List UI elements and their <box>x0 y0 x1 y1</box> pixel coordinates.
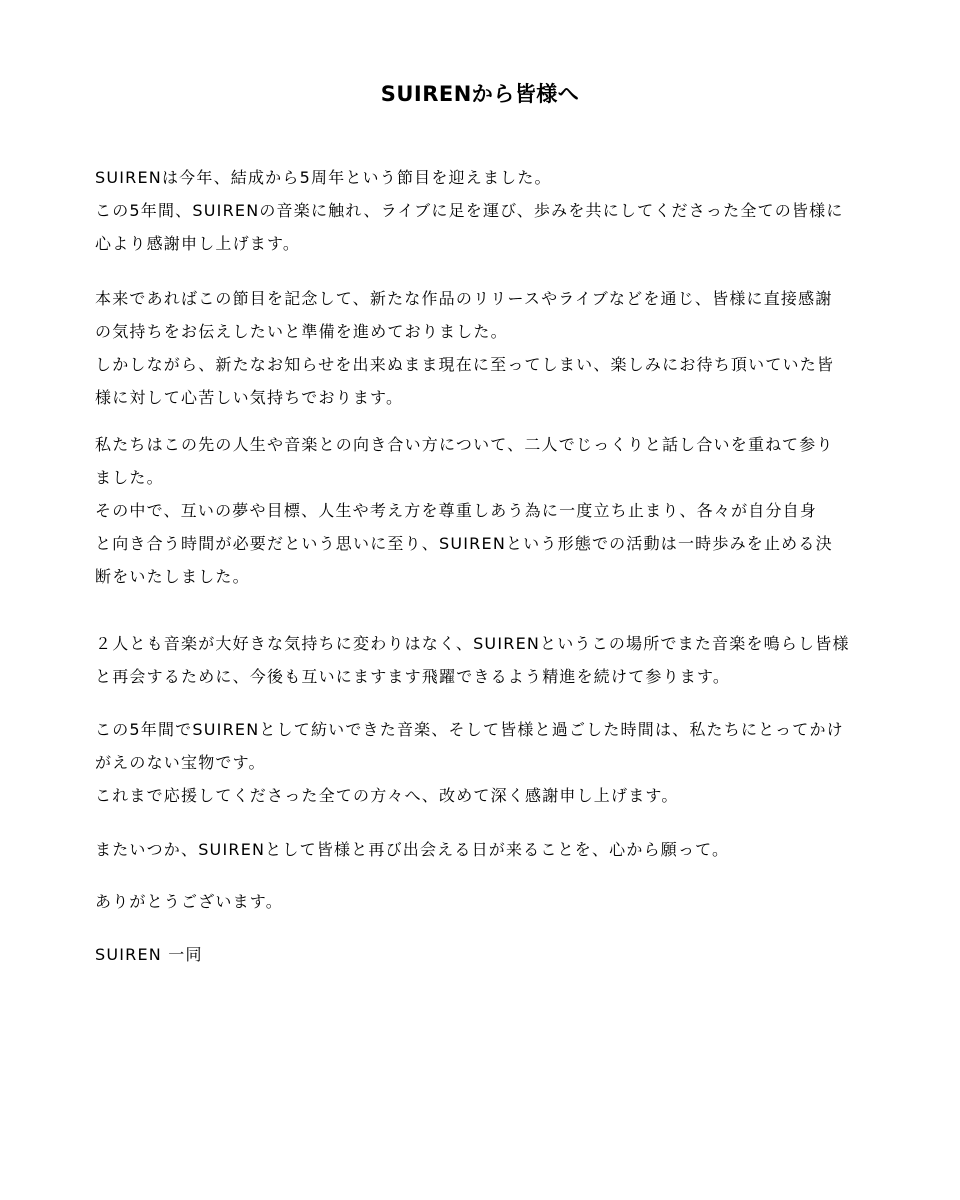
text-line: ました。 <box>95 468 164 487</box>
text-line: SUIREN 一同 <box>95 945 203 964</box>
text-line: の気持ちをお伝えしたいと準備を進めておりました。 <box>95 322 508 341</box>
text-line: SUIRENは今年、結成から5周年という節目を迎えました。 <box>95 168 552 187</box>
text-line: ありがとうございます。 <box>95 892 283 911</box>
paragraph-treasure <box>95 713 875 812</box>
text-line: がえのない宝物です。 <box>95 753 266 772</box>
text-line: この5年間でSUIRENとして紡いできた音楽、そして皆様と過ごした時間は、私たちにとってかけ <box>95 720 844 739</box>
text-line: この5年間、SUIRENの音楽に触れ、ライブに足を運び、歩みを共にしてくださった全ての皆様に <box>95 201 844 220</box>
text-line: またいつか、SUIRENとして皆様と再び出会える日が来ることを、心から願って。 <box>95 840 730 859</box>
text-line: と向き合う時間が必要だという思いに至り、SUIRENという形態での活動は一時歩みを止める決 <box>95 534 833 553</box>
text-line: これまで応援してくださった全ての方々へ、改めて深く感謝申し上げます。 <box>95 786 679 805</box>
paragraph-anniversary <box>95 161 875 260</box>
text-line: と再会するために、今後も互いにますます飛躍できるよう精進を続けて参ります。 <box>95 667 731 686</box>
text-line: しかしながら、新たなお知らせを出来ぬまま現在に至ってしまい、楽しみにお待ち頂いていた皆 <box>95 355 835 374</box>
text-line: 様に対して心苦しい気持ちでおります。 <box>95 388 404 407</box>
text-line: 心より感謝申し上げます。 <box>95 234 301 253</box>
signature <box>95 938 875 971</box>
paragraph-future <box>95 627 875 693</box>
page-title: SUIRENから皆様へ <box>380 82 580 106</box>
paragraph-thanks <box>95 885 875 918</box>
paragraph-hope <box>95 833 875 866</box>
text-line: その中で、互いの夢や目標、人生や考え方を尊重しあう為に一度立ち止まり、各々が自分自身 <box>95 501 818 520</box>
text-line: 本来であればこの節目を記念して、新たな作品のリリースやライブなどを通じ、皆様に直接感謝 <box>95 289 833 308</box>
text-line: ２人とも音楽が大好きな気持ちに変わりはなく、SUIRENというこの場所でまた音楽を鳴らし皆様 <box>95 634 850 653</box>
text-line: 私たちはこの先の人生や音楽との向き合い方について、二人でじっくりと話し合いを重ねて参り <box>95 435 834 454</box>
text-line: 断をいたしました。 <box>95 567 250 586</box>
paragraph-preparation <box>95 282 875 414</box>
paragraph-decision <box>95 428 875 593</box>
